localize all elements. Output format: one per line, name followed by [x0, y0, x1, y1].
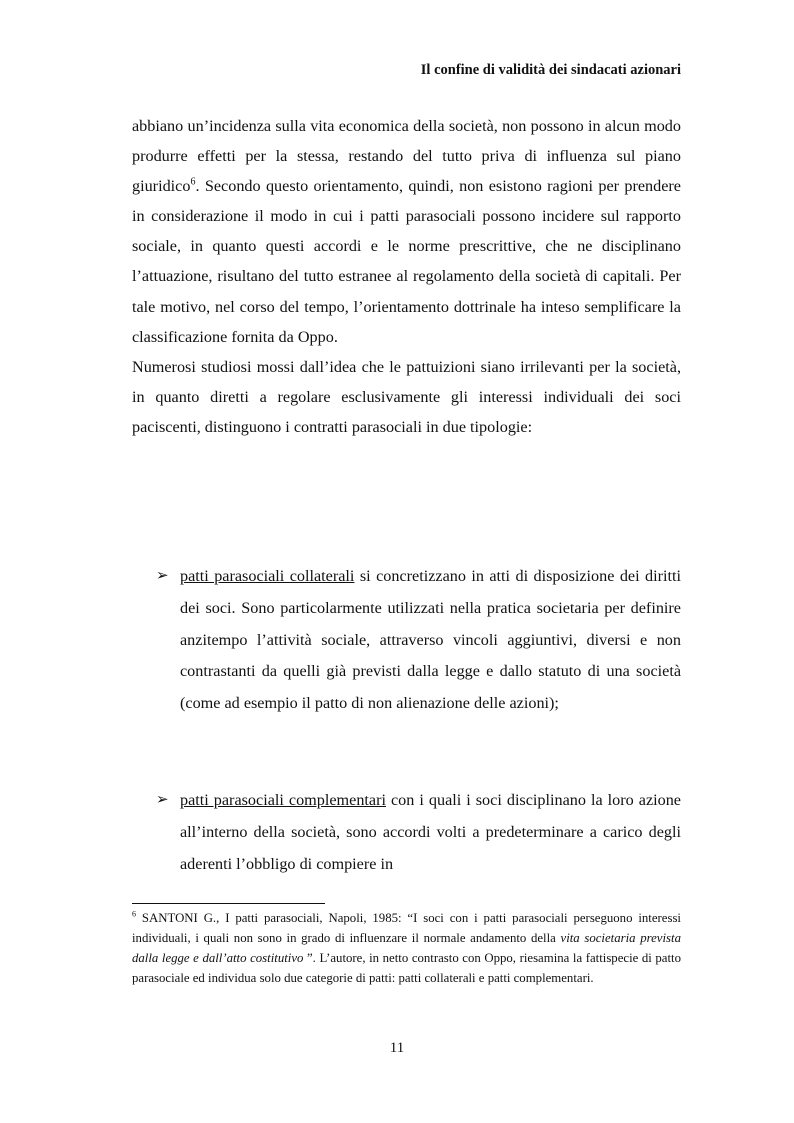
paragraph-2: Numerosi studiosi mossi dall’idea che le pattuizioni siano irrilevanti per la società, in quanto diretti a regolare esclusivamente gli interessi individuali dei soci paciscenti, distinguono i contratti parasociali in due tipologie:: [132, 357, 681, 436]
footnote-italic: vita societaria prevista dalla legge e dall’atto costitutivo: [132, 931, 681, 965]
running-header: Il confine di validità dei sindacati azionari: [420, 62, 681, 78]
footnote-text-2: ”. L’autore, in netto contrasto con Oppo, riesamina la fattispecie di patto parasociale ed individua solo due categorie di patti: patti collaterali e patti complementari.: [132, 951, 682, 985]
body-text: [132, 111, 681, 442]
paragraph-1-part2: . Secondo questo orientamento, quindi, non esistono ragioni per prendere in considerazione il modo in cui i patti parasociali possono incidere sul rapporto sociale, in quanto questi accordi e le norme prescrittive, che ne disciplinano l’attuazione, risultano del tutto estranee al regolamento della società di capitali. Per tale motivo, nel corso del tempo, l’orientamento dottrinale ha inteso semplificare la classificazione fornita da Oppo.: [132, 177, 681, 346]
bullet-list: [132, 561, 681, 720]
footnote-separator: [132, 903, 325, 904]
arrow-bullet-icon: ➢: [156, 792, 169, 808]
list-item-text: con i quali i soci disciplinano la loro azione all’interno della società, sono accordi volti a predeterminare a carico degli aderenti l’obbligo di compiere in: [180, 791, 681, 873]
footnote: [132, 908, 681, 988]
list-item-term: patti parasociali collaterali: [180, 567, 355, 585]
arrow-bullet-icon: ➢: [156, 568, 169, 584]
list-item: [132, 561, 681, 720]
footnote-number: 6: [132, 909, 136, 919]
list-item-text: si concretizzano in atti di disposizione dei diritti dei soci. Sono particolarmente utilizzati nella pratica societaria per definire anzitempo l’attività sociale, attraverso vincoli aggiuntivi, diversi e non contrastanti da quelli già previsti dalla legge e dallo statuto di una società (come ad esempio il patto di non alienazione delle azioni);: [180, 567, 682, 713]
footnote-ref[interactable]: 6: [190, 176, 196, 188]
page-number: 11: [389, 1040, 405, 1056]
list-item-term: patti parasociali complementari: [180, 791, 386, 809]
footnote-text-1: SANTONI G., I patti parasociali, Napoli, 1985: “I soci con i patti parasociali perseguono interessi individuali, i quali non sono in grado di influenzare il normale andamento della: [132, 911, 681, 945]
paragraph-1: [132, 111, 681, 352]
paragraph-1-part1: abbiano un’incidenza sulla vita economica della società, non possono in alcun modo produrre effetti per la stessa, restando del tutto priva di influenza sul piano giuridico: [132, 117, 681, 196]
list-item: [132, 785, 681, 880]
bullet-list-2: [132, 785, 681, 880]
